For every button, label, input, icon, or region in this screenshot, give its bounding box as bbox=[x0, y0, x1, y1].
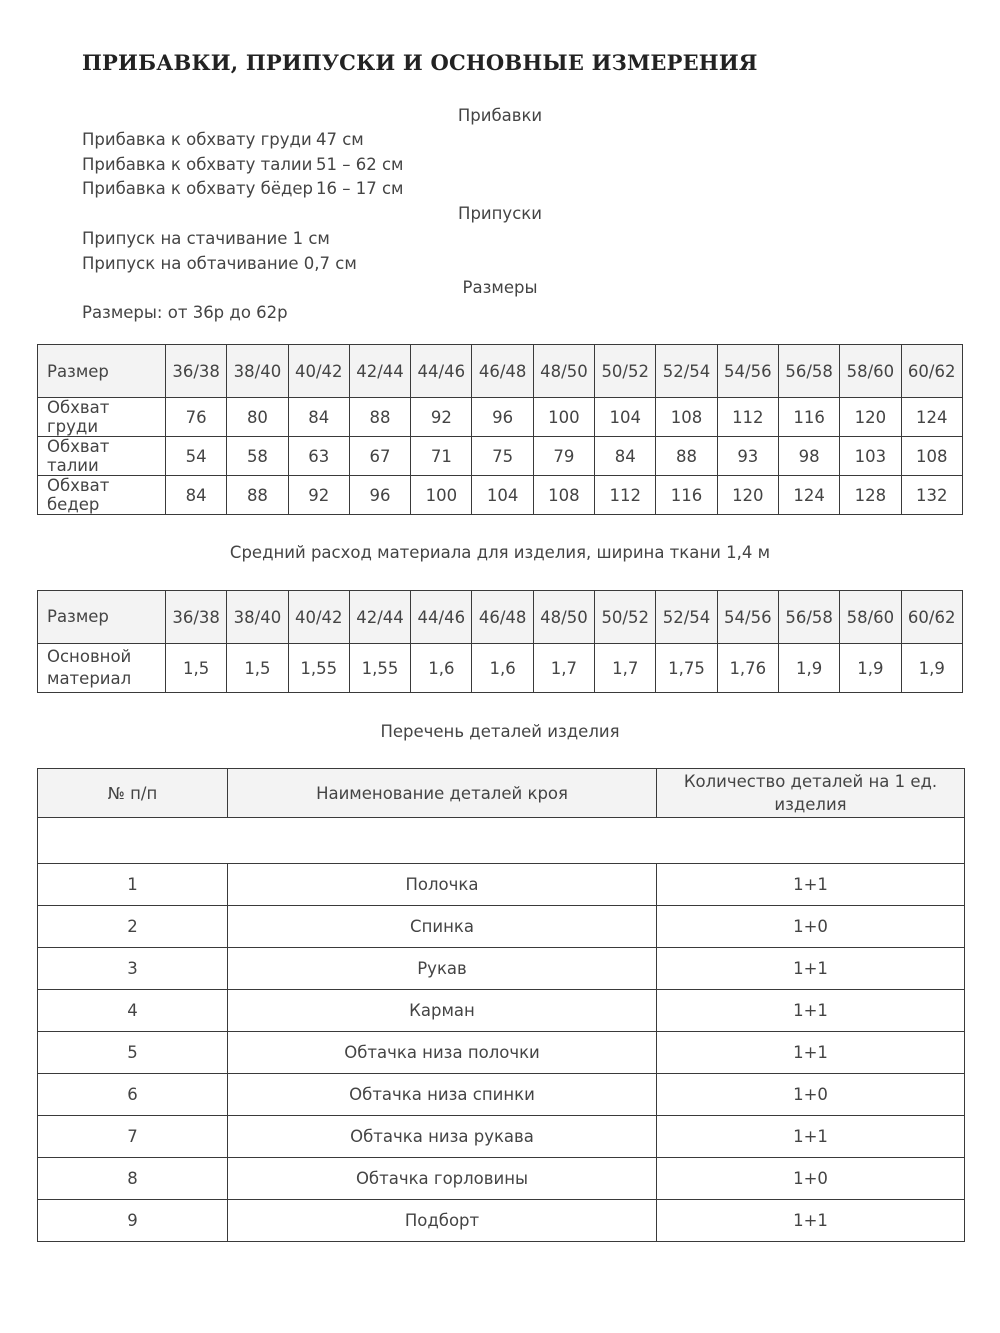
table-row bbox=[38, 990, 965, 1032]
part-number: 2 bbox=[38, 906, 228, 948]
table-cell: 128 bbox=[840, 476, 901, 515]
table-cell: 116 bbox=[656, 476, 717, 515]
table-row bbox=[38, 1074, 965, 1116]
table-cell: 54 bbox=[166, 437, 227, 476]
table-row bbox=[38, 948, 965, 990]
table-cell: 92 bbox=[288, 476, 349, 515]
size-header-cell: 52/54 bbox=[656, 591, 717, 644]
size-header-cell: 44/46 bbox=[411, 345, 472, 398]
table-cell: 84 bbox=[288, 398, 349, 437]
size-header-cell: 38/40 bbox=[227, 345, 288, 398]
header-part-name: Наименование деталей кроя bbox=[228, 769, 657, 818]
table-cell: 84 bbox=[166, 476, 227, 515]
table-cell: 1,7 bbox=[533, 644, 594, 693]
table-cell: 93 bbox=[717, 437, 778, 476]
allowance-seam: Припуск на стачивание 1 см bbox=[82, 229, 330, 248]
table-cell: 1,76 bbox=[717, 644, 778, 693]
table-row bbox=[38, 1200, 965, 1242]
table-cell: 1,6 bbox=[472, 644, 533, 693]
row-label: Основной материал bbox=[38, 644, 166, 693]
table-cell: 63 bbox=[288, 437, 349, 476]
size-header-cell: 52/54 bbox=[656, 345, 717, 398]
table-cell: 103 bbox=[840, 437, 901, 476]
allowance-facing: Припуск на обтачивание 0,7 см bbox=[82, 254, 357, 273]
addition-value: 47 см bbox=[316, 130, 364, 149]
size-header-cell: 40/42 bbox=[288, 345, 349, 398]
table-cell: 58 bbox=[227, 437, 288, 476]
part-name: Подборт bbox=[228, 1200, 657, 1242]
part-qty: 1+0 bbox=[657, 1158, 965, 1200]
blank-cell bbox=[38, 818, 965, 864]
part-name: Карман bbox=[228, 990, 657, 1032]
part-qty: 1+0 bbox=[657, 1074, 965, 1116]
part-number: 4 bbox=[38, 990, 228, 1032]
size-header-cell: 58/60 bbox=[840, 345, 901, 398]
table-cell: 112 bbox=[717, 398, 778, 437]
addition-label: Прибавка к обхвату бёдер bbox=[82, 179, 313, 198]
part-name: Обтачка низа рукава bbox=[228, 1116, 657, 1158]
table-cell: 96 bbox=[349, 476, 410, 515]
row-label: Обхват бедер bbox=[38, 476, 166, 515]
part-name: Обтачка горловины bbox=[228, 1158, 657, 1200]
size-header-cell: 48/50 bbox=[533, 591, 594, 644]
part-name: Полочка bbox=[228, 864, 657, 906]
size-header-cell: 46/48 bbox=[472, 345, 533, 398]
table-header-row bbox=[38, 769, 965, 818]
size-header-cell: 54/56 bbox=[717, 591, 778, 644]
table-row bbox=[38, 1032, 965, 1074]
part-number: 5 bbox=[38, 1032, 228, 1074]
table-cell: 120 bbox=[717, 476, 778, 515]
size-header-cell: 42/44 bbox=[349, 345, 410, 398]
table-cell: 108 bbox=[901, 437, 962, 476]
addition-value: 51 – 62 см bbox=[316, 155, 404, 174]
header-cell: Размер bbox=[38, 591, 166, 644]
table-cell: 67 bbox=[349, 437, 410, 476]
size-header-cell: 50/52 bbox=[595, 591, 656, 644]
addition-chest bbox=[82, 130, 364, 149]
table-cell: 71 bbox=[411, 437, 472, 476]
table-row bbox=[38, 398, 963, 437]
part-qty: 1+0 bbox=[657, 906, 965, 948]
row-label: Обхват груди bbox=[38, 398, 166, 437]
part-number: 7 bbox=[38, 1116, 228, 1158]
size-header-cell: 42/44 bbox=[349, 591, 410, 644]
parts-table bbox=[37, 768, 965, 1242]
size-header-cell: 54/56 bbox=[717, 345, 778, 398]
table-cell: 1,9 bbox=[778, 644, 839, 693]
table-cell: 76 bbox=[166, 398, 227, 437]
table-cell: 1,75 bbox=[656, 644, 717, 693]
table-cell: 96 bbox=[472, 398, 533, 437]
sizes-heading: Размеры bbox=[462, 278, 538, 297]
table-cell: 84 bbox=[595, 437, 656, 476]
table-cell: 120 bbox=[840, 398, 901, 437]
addition-value: 16 – 17 см bbox=[316, 179, 404, 198]
table-cell: 1,9 bbox=[840, 644, 901, 693]
table-cell: 88 bbox=[349, 398, 410, 437]
table-cell: 124 bbox=[778, 476, 839, 515]
table-row bbox=[38, 476, 963, 515]
table-cell: 1,5 bbox=[227, 644, 288, 693]
size-measurement-table bbox=[37, 344, 963, 515]
addition-hips bbox=[82, 179, 404, 198]
size-header-cell: 48/50 bbox=[533, 345, 594, 398]
row-label: Обхват талии bbox=[38, 437, 166, 476]
parts-caption: Перечень деталей изделия bbox=[380, 722, 620, 741]
part-qty: 1+1 bbox=[657, 1200, 965, 1242]
part-number: 8 bbox=[38, 1158, 228, 1200]
size-header-cell: 60/62 bbox=[901, 591, 962, 644]
table-cell: 1,55 bbox=[349, 644, 410, 693]
part-number: 6 bbox=[38, 1074, 228, 1116]
material-caption: Средний расход материала для изделия, ширина ткани 1,4 м bbox=[229, 543, 771, 562]
table-cell: 100 bbox=[411, 476, 472, 515]
size-header-cell: 36/38 bbox=[166, 591, 227, 644]
sizes-range: Размеры: от 36р до 62р bbox=[82, 303, 288, 322]
table-cell: 104 bbox=[595, 398, 656, 437]
size-header-cell: 36/38 bbox=[166, 345, 227, 398]
blank-row bbox=[38, 818, 965, 864]
table-cell: 88 bbox=[656, 437, 717, 476]
part-qty: 1+1 bbox=[657, 990, 965, 1032]
part-qty: 1+1 bbox=[657, 948, 965, 990]
additions-heading: Прибавки bbox=[457, 106, 543, 125]
table-row bbox=[38, 437, 963, 476]
addition-label: Прибавка к обхвату груди bbox=[82, 130, 312, 149]
table-cell: 1,7 bbox=[595, 644, 656, 693]
size-header-cell: 44/46 bbox=[411, 591, 472, 644]
size-header-cell: 40/42 bbox=[288, 591, 349, 644]
table-cell: 79 bbox=[533, 437, 594, 476]
part-name: Обтачка низа спинки bbox=[228, 1074, 657, 1116]
material-table bbox=[37, 590, 963, 693]
part-number: 1 bbox=[38, 864, 228, 906]
table-cell: 1,5 bbox=[166, 644, 227, 693]
part-name: Спинка bbox=[228, 906, 657, 948]
table-cell: 1,55 bbox=[288, 644, 349, 693]
addition-label: Прибавка к обхвату талии bbox=[82, 155, 313, 174]
table-cell: 116 bbox=[778, 398, 839, 437]
table-header-row bbox=[38, 591, 963, 644]
part-number: 3 bbox=[38, 948, 228, 990]
header-cell: Размер bbox=[38, 345, 166, 398]
part-qty: 1+1 bbox=[657, 1116, 965, 1158]
size-header-cell: 50/52 bbox=[595, 345, 656, 398]
table-cell: 98 bbox=[778, 437, 839, 476]
table-cell: 108 bbox=[656, 398, 717, 437]
table-cell: 75 bbox=[472, 437, 533, 476]
part-name: Обтачка низа полочки bbox=[228, 1032, 657, 1074]
table-cell: 124 bbox=[901, 398, 962, 437]
table-header-row bbox=[38, 345, 963, 398]
table-row bbox=[38, 644, 963, 693]
table-row bbox=[38, 1116, 965, 1158]
size-header-cell: 56/58 bbox=[778, 591, 839, 644]
part-qty: 1+1 bbox=[657, 864, 965, 906]
page-title: ПРИБАВКИ, ПРИПУСКИ И ОСНОВНЫЕ ИЗМЕРЕНИЯ bbox=[82, 50, 758, 75]
header-quantity: Количество деталей на 1 ед. изделия bbox=[657, 769, 965, 818]
header-number: № п/п bbox=[38, 769, 228, 818]
table-cell: 1,9 bbox=[901, 644, 962, 693]
size-header-cell: 60/62 bbox=[901, 345, 962, 398]
size-header-cell: 46/48 bbox=[472, 591, 533, 644]
table-row bbox=[38, 1158, 965, 1200]
table-cell: 108 bbox=[533, 476, 594, 515]
part-name: Рукав bbox=[228, 948, 657, 990]
table-row bbox=[38, 906, 965, 948]
table-cell: 1,6 bbox=[411, 644, 472, 693]
table-cell: 112 bbox=[595, 476, 656, 515]
part-qty: 1+1 bbox=[657, 1032, 965, 1074]
table-cell: 88 bbox=[227, 476, 288, 515]
table-cell: 132 bbox=[901, 476, 962, 515]
table-row bbox=[38, 864, 965, 906]
addition-waist bbox=[82, 155, 404, 174]
size-header-cell: 38/40 bbox=[227, 591, 288, 644]
part-number: 9 bbox=[38, 1200, 228, 1242]
table-cell: 80 bbox=[227, 398, 288, 437]
allowances-heading: Припуски bbox=[458, 204, 542, 223]
size-header-cell: 58/60 bbox=[840, 591, 901, 644]
size-header-cell: 56/58 bbox=[778, 345, 839, 398]
table-cell: 104 bbox=[472, 476, 533, 515]
table-cell: 92 bbox=[411, 398, 472, 437]
table-cell: 100 bbox=[533, 398, 594, 437]
